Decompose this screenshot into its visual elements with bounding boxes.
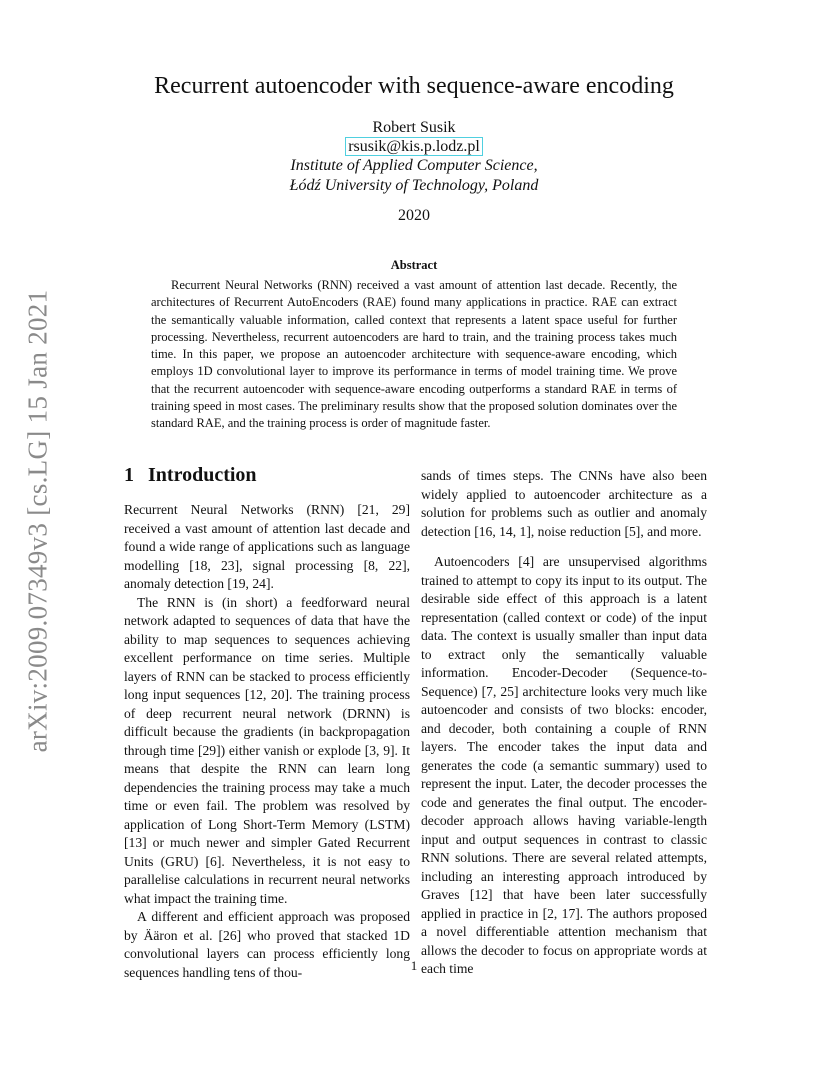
author-email-link[interactable]: rsusik@kis.p.lodz.pl	[345, 137, 483, 156]
publication-year: 2020	[398, 207, 430, 224]
intro-paragraph-4: sands of times steps. The CNNs have also been widely applied to autoencoder architecture as a solution for problems such as outlier and anomaly detection [16, 14, 1], noise reduction [5], and more.	[421, 468, 707, 539]
author-name: Robert Susik	[372, 119, 456, 136]
section-heading	[124, 463, 410, 487]
affiliation-line-2: Łódź University of Technology, Poland	[289, 177, 539, 194]
intro-paragraph-2: The RNN is (in short) a feedforward neural network adapted to sequences of data that have the ability to map sequences to sequences achieving excellent performance on time series. Multiple layers of RNN can be stacked to process efficiently long input sequences [12, 20]. The training process of deep recurrent neural network (DRNN) is difficult because the gradients (in backpropagation through time [29]) either vanish or explode [3, 9]. It means that despite the RNN can learn long dependencies the training process may take a much time or even fail. The problem was resolved by application of Long Short-Term Memory (LSTM) [13] or much newer and simpler Gated Recurrent Units (GRU) [6]. Nevertheless, it is not easy to parallelise calculations in recurrent neural networks what impact the training time.	[124, 594, 410, 906]
affiliation-line-1: Institute of Applied Computer Science,	[290, 157, 538, 174]
section-title: Introduction	[148, 464, 257, 486]
section-number: 1	[124, 464, 134, 486]
arxiv-identifier-text: arXiv:2009.07349v3 [cs.LG] 15 Jan 2021	[22, 289, 53, 753]
page-number: 1	[410, 958, 418, 973]
arxiv-identifier	[18, 289, 58, 753]
intro-paragraph-5: Autoencoders [4] are unsupervised algorithms trained to attempt to copy its input to its output. The desirable side effect of this approach is a latent representation (called context or code) of the input data. The context is usually smaller than input data to extract only the semantically valuable information. Encoder-Decoder (Sequence-to-Sequence) [7, 25] architecture looks very much like autoencoder and consists of two blocks: encoder, and decoder, both containing a couple of RNN layers. The encoder takes the input data and generates the code (a semantic summary) used to represent the input. Later, the decoder processes the code and generates the final output. The encoder-decoder approach allows having variable-length input and output sequences in contrast to classic RNN solutions. There are several related attempts, including an interesting approach introduced by Graves [12] that have been later successfully applied in practice in [2, 17]. The authors proposed a novel differentiable attention mechanism that allows the decoder to focus on appropriate words at each time	[421, 554, 707, 976]
abstract-text: Recurrent Neural Networks (RNN) received a vast amount of attention last decade. Recently, the architectures of Recurrent AutoEncoders (RAE) found many applications in practice. RAE can extract the semantically valuable information, called context that represents a latent space useful for further processing. Nevertheless, recurrent autoencoders are hard to train, and the training process takes much time. In this paper, we propose an autoencoder architecture with sequence-aware encoding, which employs 1D convolutional layer to improve its performance in terms of model training time. We prove that the recurrent autoencoder with sequence-aware encoding outperforms a standard RAE in terms of training speed in most cases. The preliminary results show that the proposed solution dominates over the standard RAE, and the training process is order of magnitude faster.	[151, 278, 677, 431]
author-email-container	[0, 138, 828, 156]
right-column	[421, 467, 707, 979]
intro-paragraph-1: Recurrent Neural Networks (RNN) [21, 29] received a vast amount of attention last decade and found a wide range of applications such as language modelling [18, 23], signal processing [8, 22], anomaly detection [19, 24].	[124, 502, 410, 591]
left-column	[124, 463, 410, 982]
abstract-heading: Abstract	[390, 258, 438, 272]
paper-title: Recurrent autoencoder with sequence-aware encoding	[154, 73, 674, 99]
intro-paragraph-3: A different and efficient approach was proposed by Ääron et al. [26] who proved that stacked 1D convolutional layers can process efficiently long sequences handling tens of thou-	[124, 909, 410, 980]
